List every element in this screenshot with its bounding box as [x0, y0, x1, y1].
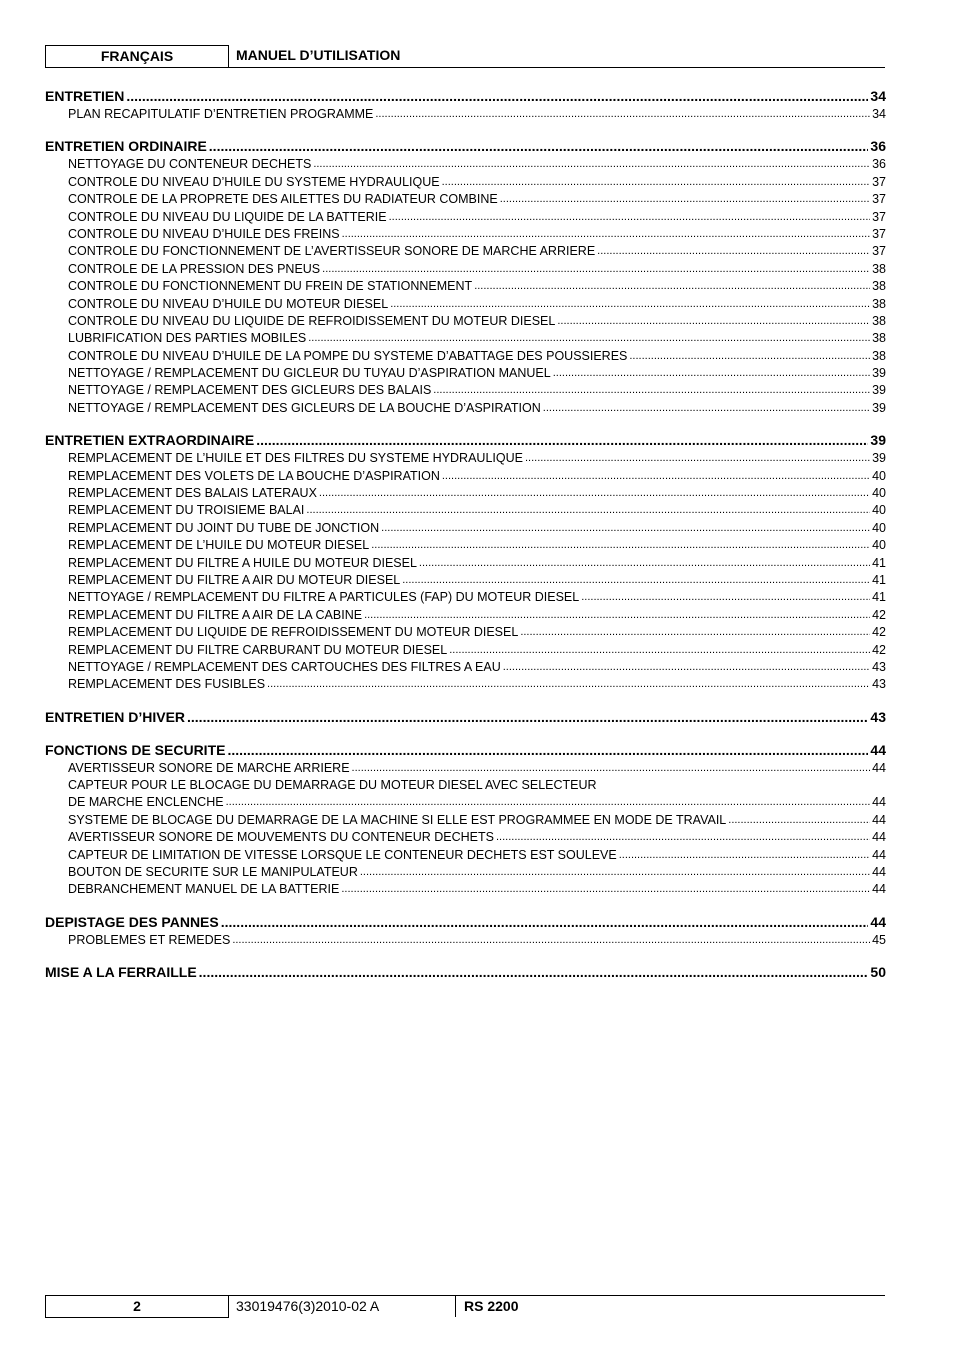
toc-entry-title: AVERTISSEUR SONORE DE MOUVEMENTS DU CONTENEUR DECHETS: [68, 830, 494, 845]
toc-section-page: 44: [870, 741, 886, 758]
toc-section: [45, 741, 886, 899]
toc-section: [45, 708, 886, 727]
toc-entry: [45, 330, 886, 347]
toc-entry-page: 38: [872, 331, 886, 346]
toc-entry: [45, 400, 886, 417]
toc-section-entry: [45, 741, 886, 760]
toc-entry-page: 44: [872, 882, 886, 897]
toc-entry: [45, 243, 886, 260]
dot-leader: [232, 932, 870, 949]
toc-entry: [45, 209, 886, 226]
toc-entry: [45, 382, 886, 399]
dot-leader: [503, 659, 870, 676]
toc-section: [45, 431, 886, 693]
toc-entry-title: CONTROLE DU NIVEAU D’HUILE DES FREINS: [68, 226, 340, 241]
toc-entry-title: REMPLACEMENT DE L’HUILE ET DES FILTRES DU SYSTEME HYDRAULIQUE: [68, 451, 523, 466]
toc-entry: [45, 278, 886, 295]
dot-leader: [341, 881, 870, 898]
language-label: FRANÇAIS: [45, 45, 229, 67]
toc-entry-page: 44: [872, 830, 886, 845]
dot-leader: [313, 156, 870, 173]
toc-section-entry: [45, 963, 886, 982]
toc-section-page: 36: [870, 138, 886, 155]
toc-section: [45, 963, 886, 982]
toc-entry: [45, 607, 886, 624]
toc-entry-title: SYSTEME DE BLOCAGE DU DEMARRAGE DE LA MACHINE SI ELLE EST PROGRAMMEE EN MODE DE TRAVAIL: [68, 812, 727, 827]
toc-entry: [45, 760, 886, 777]
toc-entry-page: 38: [872, 261, 886, 276]
toc-entry-page: 44: [872, 847, 886, 862]
toc-section-page: 39: [870, 432, 886, 449]
toc-entry-page: 40: [872, 520, 886, 535]
toc-entry: [45, 296, 886, 313]
dot-leader: [449, 642, 870, 659]
manual-title: MANUEL D’UTILISATION: [236, 47, 401, 63]
toc-entry-page: 39: [872, 366, 886, 381]
toc-entry-page: 40: [872, 503, 886, 518]
toc-entry-page: 37: [872, 226, 886, 241]
document-code: 33019476(3)2010-02 A: [236, 1298, 380, 1314]
toc-entry-title: REMPLACEMENT DE L’HUILE DU MOTEUR DIESEL: [68, 538, 370, 553]
toc-entry-title: BOUTON DE SECURITE SUR LE MANIPULATEUR: [68, 865, 358, 880]
toc-entry-page: 44: [872, 760, 886, 775]
toc-entry: [45, 191, 886, 208]
dot-leader: [308, 330, 870, 347]
toc-entry: [45, 226, 886, 243]
toc-entry: [45, 537, 886, 554]
dot-leader: [553, 365, 870, 382]
toc-entry-title: REMPLACEMENT DES FUSIBLES: [68, 677, 266, 692]
dot-leader: [581, 589, 870, 606]
toc-entry-page: 37: [872, 192, 886, 207]
toc-entry-title: NETTOYAGE / REMPLACEMENT DES CARTOUCHES DES FILTRES A EAU: [68, 659, 501, 674]
toc-entry-title: DE MARCHE ENCLENCHE: [68, 795, 224, 810]
dot-leader: [419, 555, 870, 572]
toc-entry: [45, 847, 886, 864]
toc-entry-title: NETTOYAGE / REMPLACEMENT DU GICLEUR DU TUYAU D’ASPIRATION MANUEL: [68, 366, 551, 381]
model-name: RS 2200: [455, 1296, 518, 1317]
toc-entry-page: 39: [872, 383, 886, 398]
toc-entry-title: REMPLACEMENT DU TROISIEME BALAI: [68, 503, 305, 518]
toc-entry-page: 41: [872, 572, 886, 587]
page-header: [45, 45, 885, 68]
toc-entry-title: NETTOYAGE DU CONTENEUR DECHETS: [68, 157, 312, 172]
toc-entry-title: LUBRIFICATION DES PARTIES MOBILES: [68, 331, 307, 346]
toc-entry-page: 34: [872, 106, 886, 121]
toc-entry: [45, 502, 886, 519]
toc-entry: [45, 261, 886, 278]
toc-section: [45, 87, 886, 123]
dot-leader: [226, 795, 871, 812]
toc-entry-page: 38: [872, 348, 886, 363]
toc-entry-title: NETTOYAGE / REMPLACEMENT DES GICLEURS DES BALAIS: [68, 383, 432, 398]
toc-entry-line: [45, 777, 886, 794]
toc-entry: [45, 485, 886, 502]
toc-entry: [45, 642, 886, 659]
dot-leader: [342, 226, 871, 243]
toc-entry: [45, 468, 886, 485]
toc-entry-title: REMPLACEMENT DU FILTRE CARBURANT DU MOTEUR DIESEL: [68, 642, 448, 657]
dot-leader: [364, 607, 870, 624]
toc-entry-title: REMPLACEMENT DES BALAIS LATERAUX: [68, 486, 317, 501]
toc-entry-title: REMPLACEMENT DU LIQUIDE DE REFROIDISSEMENT DU MOTEUR DIESEL: [68, 625, 519, 640]
dot-leader: [500, 191, 870, 208]
toc-entry: [45, 174, 886, 191]
dot-leader: [619, 847, 870, 864]
toc-entry-page: 40: [872, 538, 886, 553]
toc-entry-title: REMPLACEMENT DU JOINT DU TUBE DE JONCTION: [68, 520, 380, 535]
toc-section-page: 50: [870, 964, 886, 981]
toc-entry-page: 44: [872, 812, 886, 827]
toc-entry: [45, 365, 886, 382]
toc-entry-title: REMPLACEMENT DES VOLETS DE LA BOUCHE D’ASPIRATION: [68, 468, 440, 483]
toc-entry-title: DEBRANCHEMENT MANUEL DE LA BATTERIE: [68, 882, 340, 897]
toc-section-title: MISE A LA FERRAILLE: [45, 964, 197, 981]
dot-leader: [322, 261, 870, 278]
toc-entry: [45, 659, 886, 676]
toc-entry-title: REMPLACEMENT DU FILTRE A AIR DE LA CABINE: [68, 607, 363, 622]
dot-leader: [375, 106, 870, 123]
toc-entry-title: CONTROLE DE LA PRESSION DES PNEUS: [68, 261, 321, 276]
toc-section-entry: [45, 708, 886, 727]
toc-entry: [45, 313, 886, 330]
toc-entry-title: CONTROLE DU FONCTIONNEMENT DU FREIN DE STATIONNEMENT: [68, 279, 473, 294]
toc-section-title: ENTRETIEN D’HIVER: [45, 708, 186, 725]
toc-section-page: 43: [870, 708, 886, 725]
toc-entry-title-line1: CAPTEUR POUR LE BLOCAGE DU DEMARRAGE DU MOTEUR DIESEL AVEC SELECTEUR: [68, 778, 597, 793]
dot-leader: [371, 537, 870, 554]
toc-entry-page: 43: [872, 677, 886, 692]
dot-leader: [389, 209, 871, 226]
dot-leader: [306, 502, 870, 519]
toc-entry: [45, 555, 886, 572]
toc-entry: [45, 812, 886, 829]
dot-leader: [557, 313, 870, 330]
toc-entry: [45, 932, 886, 949]
toc-entry: [45, 829, 886, 846]
page-footer: [45, 1295, 885, 1318]
toc-entry-title: NETTOYAGE / REMPLACEMENT DES GICLEURS DE LA BOUCHE D’ASPIRATION: [68, 400, 541, 415]
dot-leader: [442, 174, 871, 191]
toc-section-entry: [45, 913, 886, 932]
dot-leader: [256, 431, 868, 450]
toc-entry-page: 37: [872, 244, 886, 259]
toc-entry: [45, 589, 886, 606]
dot-leader: [352, 760, 871, 777]
toc-entry-page: 42: [872, 642, 886, 657]
toc-entry-title: CONTROLE DU NIVEAU D’HUILE DE LA POMPE DU SYSTEME D’ABATTAGE DES POUSSIERES: [68, 348, 628, 363]
toc-section-title: ENTRETIEN ORDINAIRE: [45, 138, 207, 155]
toc-section-entry: [45, 137, 886, 156]
toc-section-title: ENTRETIEN EXTRAORDINAIRE: [45, 432, 255, 449]
toc-section-entry: [45, 431, 886, 450]
toc-section-title: FONCTIONS DE SECURITE: [45, 741, 226, 758]
toc-entry: [45, 624, 886, 641]
toc-entry: [45, 676, 886, 693]
page-number: 2: [45, 1296, 229, 1318]
toc-entry-page: 38: [872, 279, 886, 294]
dot-leader: [433, 382, 870, 399]
toc-entry-page: 38: [872, 296, 886, 311]
toc-entry-title: CONTROLE DU FONCTIONNEMENT DE L’AVERTISSEUR SONORE DE MARCHE ARRIERE: [68, 244, 596, 259]
toc-entry-title: REMPLACEMENT DU FILTRE A AIR DU MOTEUR DIESEL: [68, 572, 401, 587]
dot-leader: [319, 485, 870, 502]
toc-entry-title: CONTROLE DU NIVEAU DU LIQUIDE DE LA BATTERIE: [68, 209, 387, 224]
toc-entry-title: CONTROLE DU NIVEAU D’HUILE DU MOTEUR DIESEL: [68, 296, 389, 311]
toc-entry-title: CONTROLE DU NIVEAU DU LIQUIDE DE REFROIDISSEMENT DU MOTEUR DIESEL: [68, 313, 556, 328]
dot-leader: [221, 913, 869, 932]
toc-entry-page: 40: [872, 486, 886, 501]
dot-leader: [360, 864, 870, 881]
toc-entry-title: NETTOYAGE / REMPLACEMENT DU FILTRE A PARTICULES (FAP) DU MOTEUR DIESEL: [68, 590, 580, 605]
toc-entry: [45, 106, 886, 123]
table-of-contents: [45, 87, 886, 996]
toc-entry-title: CAPTEUR DE LIMITATION DE VITESSE LORSQUE LE CONTENEUR DECHETS EST SOULEVE: [68, 847, 617, 862]
dot-leader: [390, 296, 870, 313]
toc-entry: [45, 864, 886, 881]
toc-entry-page: 43: [872, 659, 886, 674]
toc-entry-title: AVERTISSEUR SONORE DE MARCHE ARRIERE: [68, 760, 350, 775]
dot-leader: [496, 829, 870, 846]
dot-leader: [520, 624, 870, 641]
toc-entry-page: 41: [872, 590, 886, 605]
dot-leader: [728, 812, 870, 829]
dot-leader: [187, 708, 868, 727]
toc-entry-page: 42: [872, 607, 886, 622]
dot-leader: [629, 348, 870, 365]
toc-entry-page: 40: [872, 468, 886, 483]
dot-leader: [381, 520, 870, 537]
toc-entry-page: 37: [872, 174, 886, 189]
toc-entry-page: 39: [872, 400, 886, 415]
dot-leader: [525, 450, 870, 467]
toc-entry: [45, 348, 886, 365]
dot-leader: [474, 278, 870, 295]
toc-entry: [45, 520, 886, 537]
toc-entry-page: 38: [872, 313, 886, 328]
toc-entry-title: CONTROLE DE LA PROPRETE DES AILETTES DU RADIATEUR COMBINE: [68, 192, 498, 207]
toc-entry: [45, 572, 886, 589]
toc-section-title: ENTRETIEN: [45, 88, 125, 104]
dot-leader: [199, 963, 869, 982]
toc-entry-title: PROBLEMES ET REMEDES: [68, 932, 231, 947]
toc-entry-page: 45: [872, 932, 886, 947]
toc-entry: [45, 795, 886, 812]
toc-entry: [45, 156, 886, 173]
toc-entry-page: 42: [872, 625, 886, 640]
toc-entry-page: 44: [872, 795, 886, 810]
dot-leader: [209, 137, 869, 156]
toc-entry-title: PLAN RECAPITULATIF D’ENTRETIEN PROGRAMME: [68, 106, 374, 121]
toc-section: [45, 913, 886, 949]
toc-entry: [45, 450, 886, 467]
toc-entry: [45, 881, 886, 898]
toc-entry-page: 44: [872, 865, 886, 880]
dot-leader: [267, 676, 870, 693]
toc-section-title: DEPISTAGE DES PANNES: [45, 913, 219, 930]
toc-entry-page: 36: [872, 157, 886, 172]
dot-leader: [227, 741, 868, 760]
toc-section-entry: [45, 87, 886, 106]
toc-entry-page: 39: [872, 451, 886, 466]
toc-entry-page: 37: [872, 209, 886, 224]
dot-leader: [543, 400, 870, 417]
toc-section-page: 34: [870, 88, 886, 104]
dot-leader: [126, 87, 868, 106]
dot-leader: [402, 572, 870, 589]
toc-entry-title: REMPLACEMENT DU FILTRE A HUILE DU MOTEUR DIESEL: [68, 555, 417, 570]
toc-section-page: 44: [870, 913, 886, 930]
toc-entry-page: 41: [872, 555, 886, 570]
dot-leader: [597, 243, 870, 260]
dot-leader: [442, 468, 870, 485]
toc-section: [45, 137, 886, 417]
toc-entry-title: CONTROLE DU NIVEAU D’HUILE DU SYSTEME HYDRAULIQUE: [68, 174, 440, 189]
